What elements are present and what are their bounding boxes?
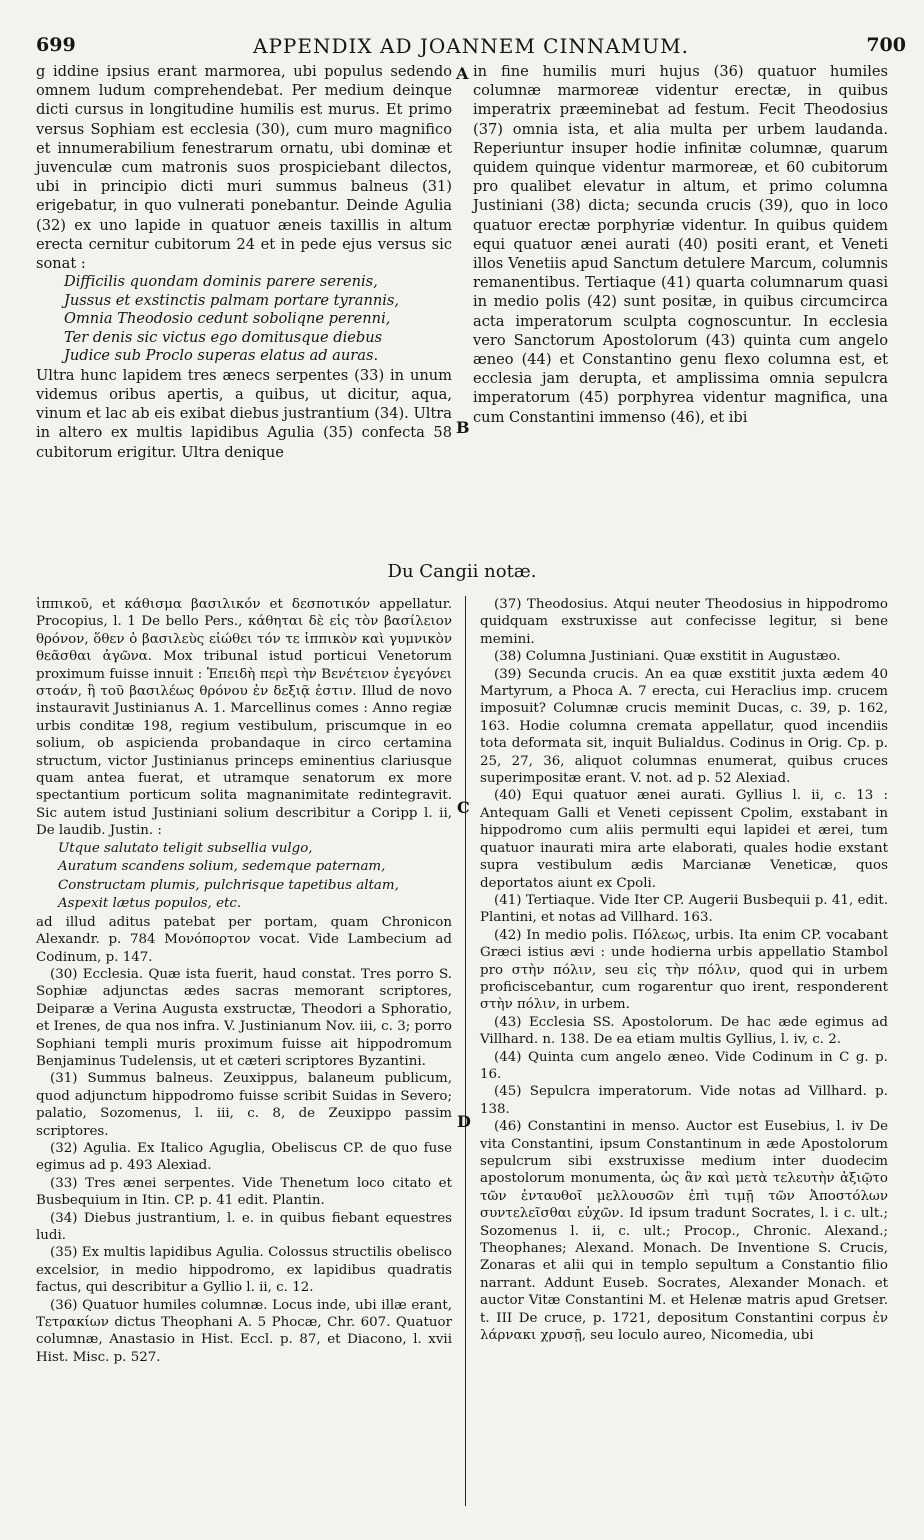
note-35: (35) Ex multis lapidibus Agulia. Colossus structilis obelisco excelsior, in medio hippodromo, ex lapidibus quadratis factus, qui describitur a Gyllio l. ii, c. 12. <box>36 1245 452 1296</box>
column-divider <box>465 596 466 1506</box>
note-paragraph: ἱππικοῦ, et κάθισμα βασιλικόν et δεσποτικόν appellatur. Procopius, l. 1 De bello Pers., κάθηται δὲ εἰς τὸν βασίλειον θρόνον, ὅθεν ὁ βασιλεὺς εἰώθει τόν τε ἱππικὸν καὶ γυμνικὸν θεᾶσθαι ἀγῶνα. Mox tribunal istud porticui Venetorum proximum fuisse innuit : Ἐπειδὴ περὶ τὴν Βενέτειον ἐγεγόνει στοάν, ἣ τοῦ βασιλέως θρόνου ἐν δεξιᾷ ἐστιν. Illud de novo instauravit Justinianus A. 1. Marcellinus comes : Anno regiæ urbis conditæ 198, regium vestibulum, priscumque in eo solium, ob aspicienda probandaque in circo certamina structum, victor Justinianus princeps eminentius clariusque quam antea fuerat, et utramque senatorum ex more spectantium porticum solita magnanimitate redintegravit. Sic autem istud Justiniani solium describitur a Coripp l. ii, De laudib. Justin. : <box>36 597 452 839</box>
note-43: (43) Ecclesia SS. Apostolorum. De hac æde egimus ad Villhard. n. 138. De ea etiam multis Gyllius, l. iv, c. 2. <box>480 1014 888 1048</box>
note-32: (32) Agulia. Ex Italico Aguglia, Obeliscus CP. de quo fuse egimus ad p. 493 Alexiad. <box>36 1140 452 1174</box>
note-31: (31) Summus balneus. Zeuxippus, balaneum publicum, quod adjunctum hippodromo fuisse scribit Suidas in Severo; palatio, Sozomenus, l. iii, c. 8, de Zeuxippo passim scriptores. <box>36 1071 452 1139</box>
margin-marker-b: B <box>456 418 470 437</box>
verse-line: Difficilis quondam dominis parere serenis, <box>64 273 378 291</box>
main-text-right-column <box>473 62 888 427</box>
note-38: (38) Columna Justiniani. Quæ exstitit in Augustæo. <box>494 649 841 665</box>
note-37: (37) Theodosius. Atqui neuter Theodosius in hippodromo quidquam exstruxisse aut confecisse legitur, si bene memini. <box>480 597 888 647</box>
note-34: (34) Diebus justrantium, l. e. in quibus fiebant equestres ludi. <box>36 1210 452 1243</box>
verse-line: Constructam plumis, pulchrisque tapetibus altam, <box>58 877 399 893</box>
note-44: (44) Quinta cum angelo æneo. Vide Codinum in C g. p. 16. <box>480 1049 888 1082</box>
main-text-paragraph: Ultra hunc lapidem tres ænecs serpentes (33) in unum videmus oribus apertis, a quibus, ut dicitur, aqua, vinum et lac ab eis exibat diebus justrantium (34). Ultra in altero ex multis lapidibus Agulia (35) confecta 58 cubitorum erigitur. Ultra denique <box>36 366 452 461</box>
note-41: (41) Tertiaque. Vide Iter CP. Augerii Busbequii p. 41, edit. Plantini, et notas ad Villhard. 163. <box>480 892 888 926</box>
note-39: (39) Secunda crucis. An ea quæ exstitit juxta ædem 40 Martyrum, a Phoca A. 7 erecta, cui Heraclius imp. crucem imposuit? Columnæ crucis meminit Ducas, c. 39, p. 162, 163. Hodie columna cremata appellatur, quod incendiis tota deformata sit, inquit Bulialdus. Codinus in Orig. Cp. p. 25, 27, 36, aliquot columnas enumerat, quibus cruces superimpositæ erant. V. not. ad p. 52 Alexiad. <box>480 666 888 787</box>
margin-marker-c: C <box>457 798 470 817</box>
notes-right-column <box>480 596 888 1344</box>
corippus-verses <box>36 840 452 914</box>
main-text-paragraph: g iddine ipsius erant marmorea, ubi populus sedendo omnem ludum comprehendebat. Per medium deinque dicti cursus in longitudine humilis est murus. Et primo versus Sophiam est ecclesia (30), cum muro magnifico et innumerabilium fenestrarum ornatu, ubi dominæ et juvenculæ cum matronis suos prospiciebant dilectos, ubi in principio dicti muri summus balneus (31) erigebatur, in quo vulnerati ponebantur. Deinde Agulia (32) ex uno lapide in quatuor æneis taxillis in altum erecta cernitur cubitorum 24 et in pede ejus versus sic sonat : <box>36 63 452 273</box>
margin-marker-a: A <box>456 64 469 83</box>
verse-line: Jussus et exstinctis palmam portare tyrannis, <box>64 291 400 309</box>
notes-left-column <box>36 596 452 1366</box>
page-number-right: 700 <box>866 34 906 56</box>
verse-line: Aspexit lætus populos, etc. <box>58 896 242 912</box>
verse-line: Auratum scandens solium, sedemque paternam, <box>58 859 386 875</box>
note-33: (33) Tres ænei serpentes. Vide Thenetum loco citato et Busbequium in Itin. CP. p. 41 edit. Plantin. <box>36 1175 452 1209</box>
note-46: (46) Constantini in menso. Auctor est Eusebius, l. iv De vita Constantini, ipsum Constantinum in æde Apostolorum sepulcrum sibi exstruxisse medium inter duodecim apostolorum monumenta, ὡς ἂν καὶ μετὰ τελευτὴν ἀξιῷτο τῶν ἐνταυθοῖ μελλουσῶν ἐπὶ τιμῇ τῶν Ἀποστόλων συντελεῖσθαι εὐχῶν. Id ipsum tradunt Socrates, l. i c. ult.; Sozomenus l. ii, c. ult.; Procop., Chronic. Alexand.; Theophanes; Alexand. Monach. De Inventione S. Crucis, Zonaras et alii qui in templo sepultum a Constantio filio narrant. Addunt Euseb. Socrates, Alexander Monach. et auctor Vitæ Constantini M. et Helenæ matris apud Gretser. t. III De cruce, p. 1721, depositum Constantini corpus ἐν λάρνακι χρυσῇ, seu loculo aureo, Nicomedia, ubi <box>480 1119 888 1344</box>
note-42: (42) In medio polis. Πόλεως, urbis. Ita enim CP. vocabant Græci istius ævi : unde hodierna urbis appellatio Stambol pro στὴν πόλιν, seu εἰς τὴν πόλιν, quod qui in urbem proficiscebantur, cum rogarentur quo irent, responderent στὴν πόλιν, in urbem. <box>480 927 888 1013</box>
note-36: (36) Quatuor humiles columnæ. Locus inde, ubi illæ erant, Τετρακίων dictus Theophani A. 5 Phocæ, Chr. 607. Quatuor columnæ, Anastasio in Hist. Eccl. p. 87, et Diacono, l. xvii Hist. Misc. p. 527. <box>36 1297 452 1365</box>
note-paragraph: ad illud aditus patebat per portam, quam Chronicon Alexandr. p. 784 Μονόπορτον vocat. Vide Lambecium ad Codinum, p. 147. <box>36 914 452 965</box>
verse-line: Utque salutato teligit subsellia vulgo, <box>58 840 313 856</box>
main-text-paragraph: in fine humilis muri hujus (36) quatuor humiles columnæ marmoreæ videntur erectæ, in quibus imperatrix præeminebat ad festum. Fecit Theodosius (37) omnia ista, et alia multa per urbem laudanda. Reperiuntur insuper hodie infinitæ columnæ, quarum quidem quinque videntur marmoreæ, et 60 cubitorum pro qualibet elevatur in altum, et primo columna Justiniani (38) dicta; secunda crucis (39), quo in loco quatuor erectæ porphyriæ videntur. In quibus quidem equi quatuor ænei aurati (40) positi erant, et Veneti illos Venetiis apud Sanctum detulere Marcum, columnis remanentibus. Tertiaque (41) quarta columnarum quasi in medio polis (42) sunt positæ, in quibus circumcirca acta imperatorum sculpta cognoscuntur. In ecclesia vero Sanctorum Apostolorum (43) quinta cum angelo æneo (44) et Constantino genu flexo columna est, et ecclesia jam derupta, et amplissima omnia sepulcra imperatorum (45) porphyrea videntur magnifica, una cum Constantini immenso (46), et ibi <box>473 63 888 426</box>
inscription-verses <box>36 273 452 366</box>
verse-line: Ter denis sic victus ego domitusque diebus <box>64 328 383 346</box>
running-title: APPENDIX AD JOANNEM CINNAMUM. <box>253 34 689 58</box>
page-number-left: 699 <box>36 34 76 56</box>
main-text-left-column <box>36 62 452 462</box>
note-30: (30) Ecclesia. Quæ ista fuerit, haud constat. Tres porro S. Sophiæ adjunctas ædes sacras memorant scriptores, Deiparæ a Verina Augusta exstructæ, Theodori a Sphoratio, et Irenes, de qua nos infra. V. Justinianum Nov. iii, c. 3; porro Sophiani templi muris proximum fuisse ait hippodromum Benjaminus Tudelensis, ut et cæteri scriptores Byzantini. <box>36 966 452 1069</box>
running-header <box>36 34 906 58</box>
note-45: (45) Sepulcra imperatorum. Vide notas ad Villhard. p. 138. <box>480 1084 888 1117</box>
note-40: (40) Equi quatuor ænei aurati. Gyllius l. ii, c. 13 : Antequam Galli et Veneti cepissent Cpolim, exstabant in hippodromo cum aliis permulti equi lapidei et ærei, tum quatuor inaurati mira arte elaborati, quales hodie exstant supra vestibulum ædis Marcianæ Veneticæ, quos deportatos aiunt ex Cpoli. <box>480 788 888 891</box>
verse-line: Omnia Theodosio cedunt soboliqne perenni, <box>64 310 391 328</box>
notes-heading: Du Cangii notæ. <box>387 561 537 582</box>
verse-line: Judice sub Proclo superas elatus ad auras. <box>64 347 379 365</box>
margin-marker-d: D <box>457 1112 471 1131</box>
